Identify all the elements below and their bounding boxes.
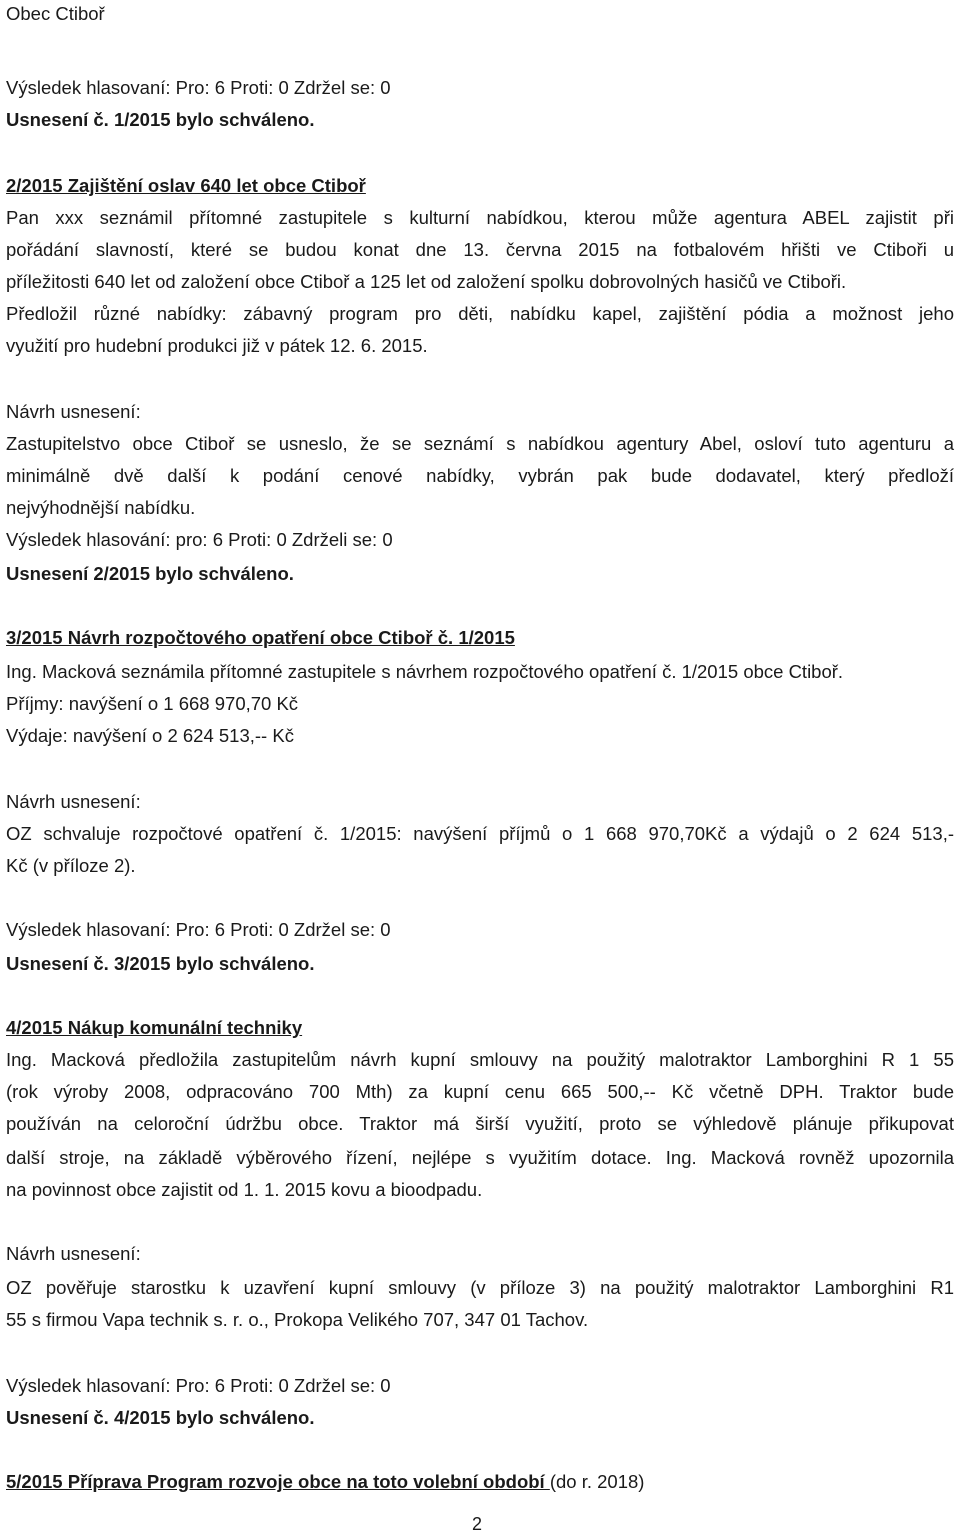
resolution-status: Usnesení č. 4/2015 bylo schváleno. [6, 1407, 315, 1428]
resolution-status: Usnesení č. 1/2015 bylo schváleno. [6, 109, 315, 130]
page-number: 2 [472, 1514, 483, 1534]
section-heading-row [6, 1470, 644, 1494]
paragraph-line: využití pro hudební produkci již v pátek 12. 6. 2015. [6, 335, 428, 356]
paragraph-line: pořádání slavností, které se budou konat dne 13. června 2015 na fotbalovém hřišti ve Ctiboři u [6, 239, 954, 260]
section-heading: 2/2015 Zajištění oslav 640 let obce Ctiboř [6, 175, 366, 196]
paragraph-line: Ing. Macková předložila zastupitelům návrh kupní smlouvy na použitý malotraktor Lamborghini R 1 55 [6, 1049, 954, 1070]
proposal-label: Návrh usnesení: [6, 791, 141, 812]
section-heading: 3/2015 Návrh rozpočtového opatření obce Ctiboř č. 1/2015 [6, 627, 515, 648]
paragraph-line: příležitosti 640 let od založení obce Ctiboř a 125 let od založení spolku dobrovolných hasičů ve Ctiboři. [6, 271, 847, 292]
proposal-label: Návrh usnesení: [6, 401, 141, 422]
proposal-line: Kč (v příloze 2). [6, 855, 136, 876]
section-heading: 4/2015 Nákup komunální techniky [6, 1017, 303, 1038]
paragraph-line: používán na celoroční údržbu obce. Traktor má širší využití, proto se výhledově plánuje přikupovat [6, 1113, 954, 1134]
paragraph-line: (rok výroby 2008, odpracováno 700 Mth) za kupní cenu 665 500,-- Kč včetně DPH. Traktor bude [6, 1081, 954, 1102]
proposal-line: nejvýhodnější nabídku. [6, 497, 196, 518]
proposal-line: minimálně dvě další k podání cenové nabídky, vybrán pak bude dodavatel, který předloží [6, 465, 954, 486]
village-header: Obec Ctiboř [6, 3, 105, 24]
paragraph-line: další stroje, na základě výběrového řízení, nejlépe s využitím dotace. Ing. Macková rovněž upozornila [6, 1147, 954, 1168]
resolution-status: Usnesení 2/2015 bylo schváleno. [6, 563, 294, 584]
vote-result: Výsledek hlasovaní: Pro: 6 Proti: 0 Zdržel se: 0 [6, 1375, 391, 1396]
paragraph-line: Ing. Macková seznámila přítomné zastupitele s návrhem rozpočtového opatření č. 1/2015 obce Ctiboř. [6, 661, 844, 682]
expense-line: Výdaje: navýšení o 2 624 513,-- Kč [6, 725, 294, 746]
proposal-line: OZ pověřuje starostku k uzavření kupní smlouvy (v příloze 3) na použitý malotraktor Lamborghini R1 [6, 1277, 954, 1298]
proposal-line: 55 s firmou Vapa technik s. r. o., Prokopa Velikého 707, 347 01 Tachov. [6, 1309, 589, 1330]
paragraph-line: na povinnost obce zajistit od 1. 1. 2015 kovu a bioodpadu. [6, 1179, 483, 1200]
proposal-line: OZ schvaluje rozpočtové opatření č. 1/2015: navýšení příjmů o 1 668 970,70Kč a výdajů o 2 624 513,- [6, 823, 954, 844]
paragraph-line: Předložil různé nabídky: zábavný program pro děti, nabídku kapel, zajištění pódia a možnost jeho [6, 303, 954, 324]
vote-result: Výsledek hlasování: pro: 6 Proti: 0 Zdrželi se: 0 [6, 529, 393, 550]
resolution-status: Usnesení č. 3/2015 bylo schváleno. [6, 953, 315, 974]
section-heading: 5/2015 Příprava Program rozvoje obce na toto volební období [6, 1471, 550, 1492]
proposal-label: Návrh usnesení: [6, 1243, 141, 1264]
paragraph-line: Pan xxx seznámil přítomné zastupitele s kulturní nabídkou, kterou může agentura ABEL zajistit při [6, 207, 954, 228]
section-heading-suffix: (do r. 2018) [549, 1471, 645, 1492]
vote-result: Výsledek hlasovaní: Pro: 6 Proti: 0 Zdržel se: 0 [6, 919, 391, 940]
income-line: Příjmy: navýšení o 1 668 970,70 Kč [6, 693, 299, 714]
vote-result: Výsledek hlasovaní: Pro: 6 Proti: 0 Zdržel se: 0 [6, 77, 391, 98]
proposal-line: Zastupitelstvo obce Ctiboř se usneslo, že se seznámí s nabídkou agentury Abel, osloví tuto agenturu a [6, 433, 954, 454]
